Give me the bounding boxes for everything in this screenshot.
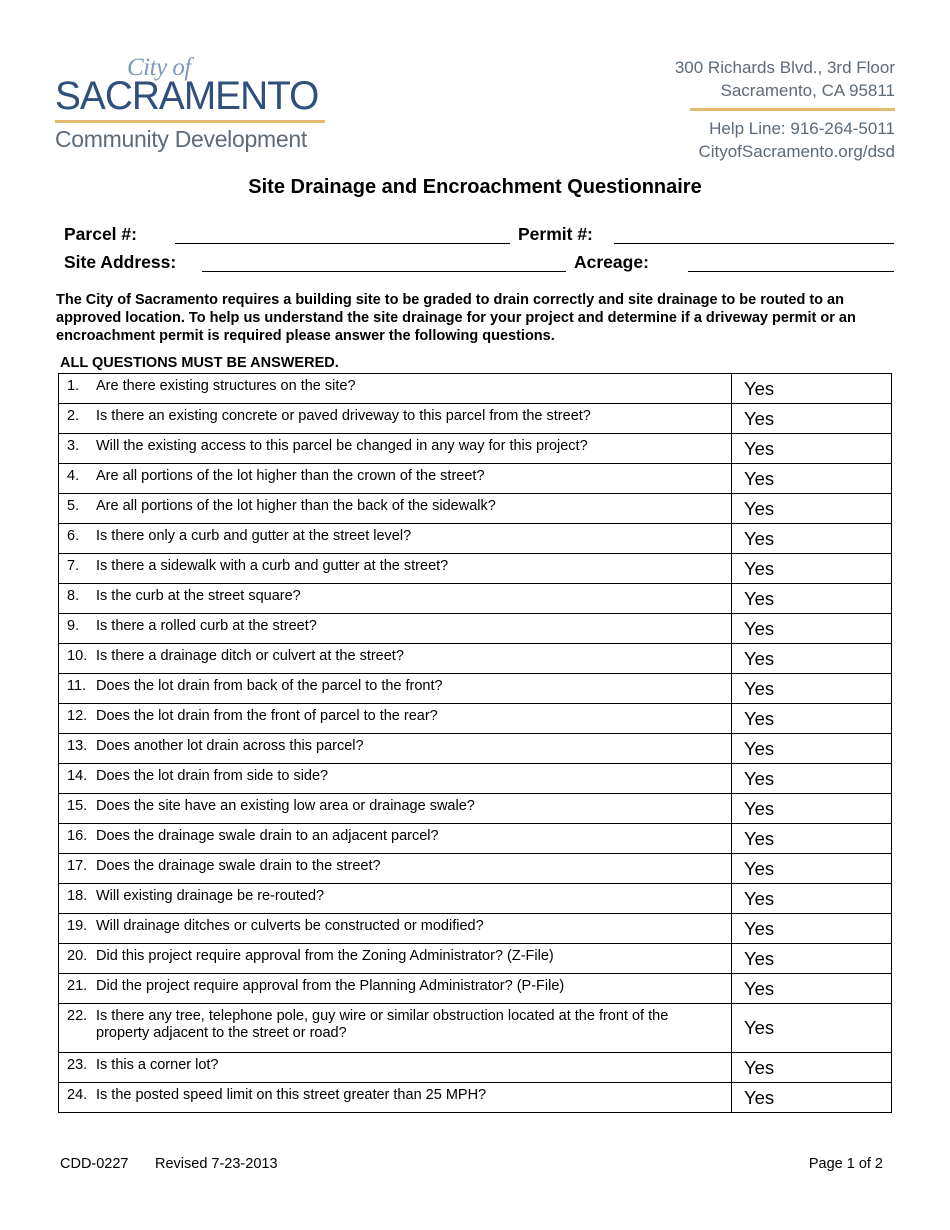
question-row: [59, 734, 892, 764]
answer-field[interactable]: Yes: [732, 914, 892, 944]
question-number: 12.: [67, 708, 88, 724]
question-row: [59, 884, 892, 914]
answer-field[interactable]: Yes: [732, 434, 892, 464]
question-row: [59, 1053, 892, 1083]
question-cell: [59, 1083, 732, 1113]
site-address-label: Site Address:: [64, 252, 177, 272]
contact-divider: [690, 108, 895, 111]
question-cell: [59, 914, 732, 944]
question-text: Are there existing structures on the site?: [96, 378, 356, 394]
logo-divider: [55, 120, 325, 123]
all-questions-notice: ALL QUESTIONS MUST BE ANSWERED.: [60, 355, 339, 371]
question-number: 11.: [67, 678, 87, 694]
question-text: Does the lot drain from the front of parcel to the rear?: [96, 708, 438, 724]
question-text: Is there any tree, telephone pole, guy wire or similar obstruction located at the front of the property adjacent to the street or road?: [96, 1008, 669, 1041]
question-cell: [59, 494, 732, 524]
permit-field[interactable]: [614, 226, 894, 244]
question-number: 16.: [67, 828, 88, 844]
question-text: Did the project require approval from the Planning Administrator? (P-File): [96, 978, 565, 994]
address-line1: 300 Richards Blvd., 3rd Floor: [674, 58, 895, 77]
question-number: 22.: [67, 1008, 88, 1024]
question-cell: [59, 404, 732, 434]
question-cell: [59, 854, 732, 884]
question-row: [59, 974, 892, 1004]
question-cell: [59, 734, 732, 764]
question-number: 6.: [67, 528, 80, 544]
answer-field[interactable]: Yes: [732, 854, 892, 884]
question-cell: [59, 644, 732, 674]
question-number: 2.: [67, 408, 80, 424]
answer-field[interactable]: Yes: [732, 884, 892, 914]
question-text: Does the lot drain from back of the parcel to the front?: [96, 678, 443, 694]
question-number: 13.: [67, 738, 88, 754]
question-cell: [59, 434, 732, 464]
question-number: 7.: [67, 558, 80, 574]
question-cell: [59, 764, 732, 794]
revised-date: Revised 7-23-2013: [155, 1156, 278, 1172]
question-text: Is there an existing concrete or paved driveway to this parcel from the street?: [96, 408, 591, 424]
parcel-field[interactable]: [175, 226, 510, 244]
question-number: 15.: [67, 798, 88, 814]
logo-community-development: Community Development: [55, 126, 307, 152]
question-cell: [59, 1053, 732, 1083]
page-number: Page 1 of 2: [808, 1156, 883, 1172]
logo-sacramento: SACRAMENTO: [55, 74, 319, 118]
help-line: Help Line: 916-264-5011: [709, 119, 895, 138]
answer-field[interactable]: Yes: [732, 644, 892, 674]
questions-table: [58, 373, 892, 1113]
parcel-label: Parcel #:: [64, 224, 137, 244]
permit-label: Permit #:: [518, 224, 593, 244]
question-text: Did this project require approval from the Zoning Administrator? (Z-File): [96, 948, 554, 964]
intro-paragraph: The City of Sacramento requires a building site to be graded to drain correctly and site drainage to be routed to an approved location. To help us understand the site drainage for your project and determine if a driveway permit or an encroachment permit is required please answer the following questions.: [56, 292, 856, 344]
question-cell: [59, 374, 732, 404]
answer-field[interactable]: Yes: [732, 704, 892, 734]
question-text: Is there a sidewalk with a curb and gutter at the street?: [96, 558, 449, 574]
question-number: 24.: [67, 1087, 88, 1103]
question-row: [59, 374, 892, 404]
question-cell: [59, 464, 732, 494]
answer-field[interactable]: Yes: [732, 614, 892, 644]
question-cell: [59, 824, 732, 854]
question-cell: [59, 674, 732, 704]
question-text: Is there a rolled curb at the street?: [96, 618, 317, 634]
page-title: Site Drainage and Encroachment Questionnaire: [248, 176, 702, 198]
answer-field[interactable]: Yes: [732, 524, 892, 554]
answer-field[interactable]: Yes: [732, 794, 892, 824]
question-row: [59, 554, 892, 584]
question-number: 20.: [67, 948, 88, 964]
city-logo: [55, 50, 335, 160]
question-cell: [59, 554, 732, 584]
question-number: 1.: [67, 378, 80, 394]
question-row: [59, 524, 892, 554]
question-row: [59, 494, 892, 524]
question-number: 9.: [67, 618, 80, 634]
question-row: [59, 644, 892, 674]
form-number: CDD-0227: [60, 1156, 129, 1172]
question-text: Will existing drainage be re-routed?: [96, 888, 325, 904]
question-text: Is this a corner lot?: [96, 1057, 219, 1073]
question-number: 14.: [67, 768, 88, 784]
answer-field[interactable]: Yes: [732, 1004, 892, 1053]
question-text: Will drainage ditches or culverts be constructed or modified?: [96, 918, 484, 934]
question-cell: [59, 794, 732, 824]
question-number: 5.: [67, 498, 80, 514]
address-line2: Sacramento, CA 95811: [720, 81, 895, 100]
question-row: [59, 674, 892, 704]
question-text: Is the curb at the street square?: [96, 588, 301, 604]
question-text: Does the drainage swale drain to an adjacent parcel?: [96, 828, 439, 844]
question-row: [59, 914, 892, 944]
question-cell: [59, 584, 732, 614]
answer-field[interactable]: Yes: [732, 404, 892, 434]
answer-field[interactable]: Yes: [732, 1053, 892, 1083]
question-text: Does the lot drain from side to side?: [96, 768, 329, 784]
question-number: 3.: [67, 438, 80, 454]
question-text: Is the posted speed limit on this street greater than 25 MPH?: [96, 1087, 487, 1103]
question-cell: [59, 944, 732, 974]
question-row: [59, 434, 892, 464]
question-number: 21.: [67, 978, 88, 994]
question-cell: [59, 524, 732, 554]
question-number: 4.: [67, 468, 80, 484]
answer-field[interactable]: Yes: [732, 764, 892, 794]
question-row: [59, 1083, 892, 1113]
question-text: Is there only a curb and gutter at the street level?: [96, 528, 412, 544]
contact-block: [675, 56, 895, 163]
question-cell: [59, 974, 732, 1004]
answer-field[interactable]: Yes: [732, 584, 892, 614]
question-text: Does the site have an existing low area or drainage swale?: [96, 798, 475, 814]
answer-field[interactable]: Yes: [732, 374, 892, 404]
question-cell: [59, 704, 732, 734]
question-text: Does another lot drain across this parcel?: [96, 738, 364, 754]
question-row: [59, 944, 892, 974]
acreage-field[interactable]: [688, 254, 894, 272]
answer-field[interactable]: Yes: [732, 1083, 892, 1113]
question-text: Are all portions of the lot higher than the crown of the street?: [96, 468, 485, 484]
website: CityofSacramento.org/dsd: [698, 142, 895, 161]
question-row: [59, 584, 892, 614]
question-row: [59, 464, 892, 494]
question-row: [59, 404, 892, 434]
question-row: [59, 704, 892, 734]
answer-field[interactable]: Yes: [732, 494, 892, 524]
question-number: 17.: [67, 858, 88, 874]
question-number: 19.: [67, 918, 88, 934]
question-number: 23.: [67, 1057, 88, 1073]
question-text: Is there a drainage ditch or culvert at the street?: [96, 648, 404, 664]
question-row: [59, 1004, 892, 1053]
question-text: Does the drainage swale drain to the street?: [96, 858, 381, 874]
answer-field[interactable]: Yes: [732, 734, 892, 764]
answer-field[interactable]: Yes: [732, 554, 892, 584]
question-number: 10.: [67, 648, 88, 664]
question-row: [59, 794, 892, 824]
question-number: 18.: [67, 888, 88, 904]
question-number: 8.: [67, 588, 80, 604]
question-row: [59, 824, 892, 854]
logo-city-of: City of: [127, 54, 191, 81]
answer-field[interactable]: Yes: [732, 464, 892, 494]
question-row: [59, 614, 892, 644]
question-text: Are all portions of the lot higher than the back of the sidewalk?: [96, 498, 496, 514]
question-row: [59, 854, 892, 884]
answer-field[interactable]: Yes: [732, 944, 892, 974]
answer-field[interactable]: Yes: [732, 824, 892, 854]
question-cell: [59, 1004, 732, 1053]
question-text: Will the existing access to this parcel be changed in any way for this project?: [96, 438, 588, 454]
question-cell: [59, 884, 732, 914]
site-address-field[interactable]: [202, 254, 566, 272]
acreage-label: Acreage:: [574, 252, 649, 272]
answer-field[interactable]: Yes: [732, 674, 892, 704]
question-cell: [59, 614, 732, 644]
question-row: [59, 764, 892, 794]
answer-field[interactable]: Yes: [732, 974, 892, 1004]
